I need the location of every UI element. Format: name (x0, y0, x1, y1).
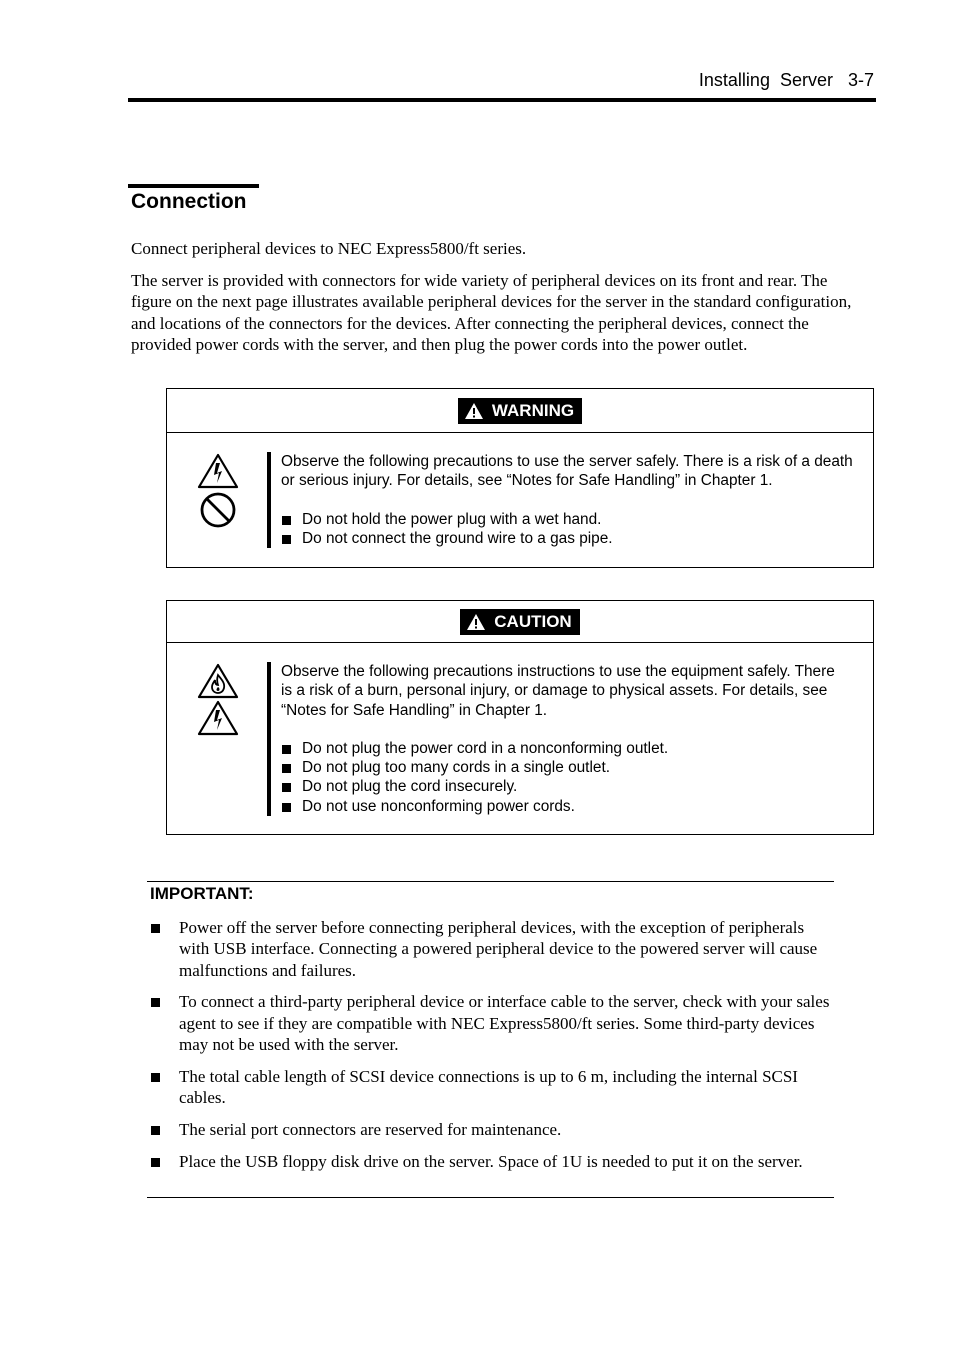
caution-triangle-icon (466, 613, 486, 631)
header-section-title: Installing Server (698, 70, 833, 90)
warning-list-item: Do not connect the ground wire to a gas pipe. (281, 529, 861, 548)
warning-box (166, 388, 874, 568)
important-list-item: Place the USB floppy disk drive on the server. Space of 1U is needed to put it on the server. (150, 1151, 834, 1172)
warning-label-text: WARNING (491, 400, 575, 420)
important-list-item: The total cable length of SCSI device connections is up to 6 m, including the internal SCSI cables. (150, 1066, 834, 1109)
caution-list-item: Do not plug the power cord in a nonconforming outlet. (281, 739, 841, 758)
warning-icons (197, 453, 239, 529)
caution-text (267, 662, 841, 816)
section-title: Connection (131, 190, 247, 213)
important-list (150, 917, 834, 1182)
warning-list (281, 510, 861, 549)
important-title: IMPORTANT: (150, 884, 254, 903)
important-list-item: To connect a third-party peripheral device or interface cable to the server, check with your sales agent to see if they are compatible with NEC Express5800/ft series. Some third-party devices may not be used with the server. (150, 991, 834, 1055)
caution-paragraph: Observe the following precautions instructions to use the equipment safely. There is a risk of a burn, personal injury, or damage to physical assets. For details, see “Notes for Safe Handling” in Chapter 1. (281, 663, 835, 719)
header-rule (128, 98, 876, 102)
caution-box (166, 600, 874, 835)
warning-triangle-icon (464, 402, 484, 420)
body-paragraph: The server is provided with connectors for wide variety of peripheral devices on its front and rear. The figure on the next page illustrates available peripheral devices for the server in the standard configuration, and locations of the connectors for the devices. After connecting the peripheral devices, connect the provided power cords with the server, and then plug the power cords into the power outlet. (131, 271, 852, 354)
page-number: 3-7 (847, 70, 874, 90)
caution-icons (197, 663, 239, 736)
caution-list (281, 739, 841, 816)
important-list-item: Power off the server before connecting peripheral devices, with the exception of peripherals with USB interface. Connecting a powered peripheral device to the powered server will cause malfunctions and failures. (150, 917, 834, 981)
important-top-rule (147, 881, 834, 882)
caution-label (460, 609, 579, 635)
intro-paragraph: Connect peripheral devices to NEC Express5800/ft series. (131, 239, 527, 258)
warning-text (267, 452, 861, 548)
prohibited-circle-icon (197, 491, 239, 529)
warning-paragraph: Observe the following precautions to use the server safely. There is a risk of a death or serious injury. For details, see “Notes for Safe Handling” in Chapter 1. (281, 453, 853, 490)
caution-label-text: CAUTION (494, 611, 572, 631)
warning-header (167, 389, 873, 433)
warning-label (458, 398, 582, 424)
caution-list-item: Do not use nonconforming power cords. (281, 797, 841, 816)
page-header (699, 70, 874, 91)
important-list-item: The serial port connectors are reserved for maintenance. (150, 1119, 834, 1140)
caution-header (167, 601, 873, 643)
electric-shock-triangle-icon (197, 453, 239, 489)
warning-list-item: Do not hold the power plug with a wet hand. (281, 510, 861, 529)
caution-list-item: Do not plug the cord insecurely. (281, 777, 841, 796)
electric-shock-triangle-icon (197, 700, 239, 736)
important-bottom-rule (147, 1197, 834, 1198)
section-title-bar (128, 184, 259, 188)
caution-list-item: Do not plug too many cords in a single outlet. (281, 758, 841, 777)
fire-triangle-icon (197, 663, 239, 699)
